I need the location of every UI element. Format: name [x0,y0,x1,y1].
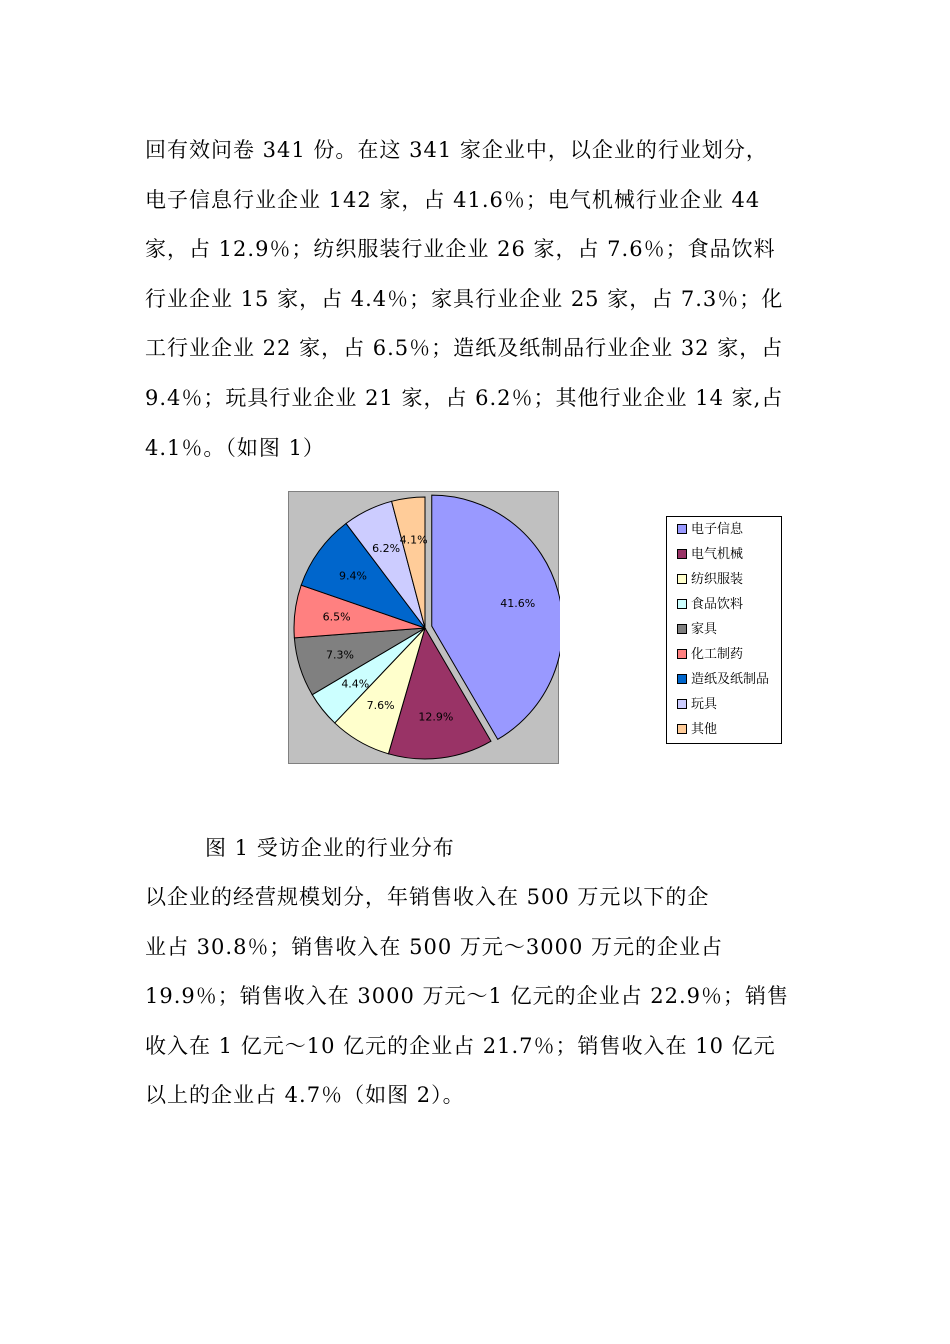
text-line: 收入在 1 亿元～10 亿元的企业占 21.7％；销售收入在 10 亿元 [145,1033,776,1058]
legend-label: 电气机械 [691,547,744,562]
legend-item [677,646,743,664]
text-line: 工行业企业 22 家，占 6.5％；造纸及纸制品行业企业 32 家，占 [145,336,784,361]
legend-label: 纺织服装 [691,572,744,587]
pie-slice-label: 12.9% [418,710,454,724]
legend-swatch [677,524,687,534]
paragraph-industry-distribution [145,126,810,473]
pie-slice-label: 9.4% [338,569,367,583]
pie-slice-label: 7.6% [366,699,395,713]
legend-label: 家具 [691,622,718,637]
legend-item [677,596,743,614]
legend-label: 玩具 [691,697,718,712]
legend-item [677,696,717,714]
legend-item [677,621,717,639]
pie-slice-label: 4.1% [399,533,428,547]
pie-chart [289,492,560,765]
text-line: 业占 30.8％；销售收入在 500 万元～3000 万元的企业占 [145,934,723,959]
chart-legend [666,516,782,744]
legend-swatch [677,724,687,734]
pie-slice-label: 6.5% [322,610,351,624]
legend-label: 食品饮料 [691,597,744,612]
legend-item [677,521,743,539]
text-line: 以上的企业占 4.7％（如图 2）。 [145,1083,465,1108]
text-line: 回有效问卷 341 份。在这 341 家企业中，以企业的行业划分， [145,138,768,162]
text-line: 4.1％。（如图 1） [145,435,325,460]
legend-label: 化工制药 [691,647,744,662]
pie-chart-plot-area [288,491,559,764]
legend-item [677,671,769,689]
pie-slice-label: 41.6% [500,596,536,610]
legend-swatch [677,549,687,559]
legend-swatch [677,599,687,609]
text-line: 以企业的经营规模划分，年销售收入在 500 万元以下的企 [145,885,710,909]
legend-swatch [677,624,687,634]
text-line: 9.4％；玩具行业企业 21 家，占 6.2％；其他行业企业 14 家,占 [145,385,784,410]
legend-swatch [677,574,687,584]
pie-slice-label: 4.4% [341,677,370,691]
text-line: 家，占 12.9％；纺织服装行业企业 26 家，占 7.6％；食品饮料 [145,237,776,262]
legend-item [677,721,717,739]
legend-label: 其他 [691,722,718,737]
legend-label: 电子信息 [691,522,744,537]
paragraph-business-scale [145,873,810,1121]
text-line: 行业企业 15 家，占 4.4％；家具行业企业 25 家，占 7.3％；化 [145,286,784,311]
text-line: 19.9％；销售收入在 3000 万元～1 亿元的企业占 22.9％；销售 [145,984,790,1009]
legend-swatch [677,674,687,684]
text-line: 电子信息行业企业 142 家，占 41.6％；电气机械行业企业 44 [145,187,761,212]
legend-swatch [677,699,687,709]
pie-slice-label: 7.3% [326,648,355,662]
pie-slice-label: 6.2% [372,541,401,555]
legend-swatch [677,649,687,659]
legend-item [677,546,743,564]
legend-label: 造纸及纸制品 [691,672,770,687]
legend-item [677,571,743,589]
figure-caption: 图 1 受访企业的行业分布 [205,836,455,860]
